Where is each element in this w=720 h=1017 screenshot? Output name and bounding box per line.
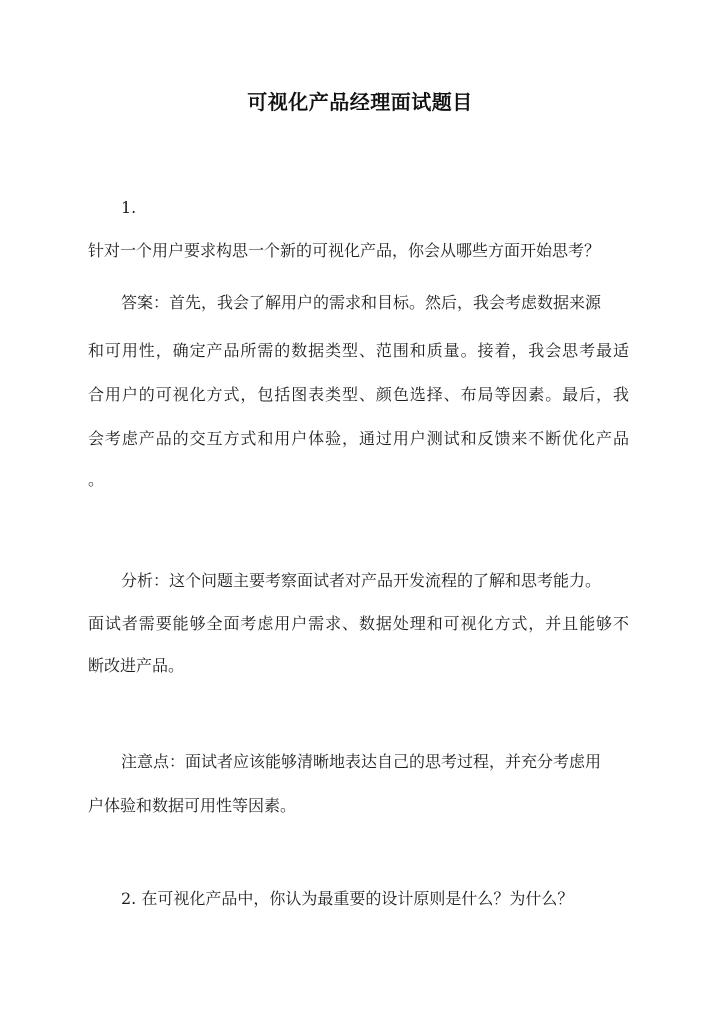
document-title: 可视化产品经理面试题目 — [247, 90, 473, 114]
answer-1-line-2: 和可用性，确定产品所需的数据类型、范围和质量。接着，我会思考最适 — [88, 341, 629, 360]
answer-1-line-3: 合用户的可视化方式，包括图表类型、颜色选择、布局等因素。最后，我 — [88, 385, 629, 404]
note-1-line-2: 户体验和数据可用性等因素。 — [88, 796, 297, 815]
question-1-number: 1. — [121, 198, 137, 217]
analysis-1-line-1: 分析：这个问题主要考察面试者对产品开发流程的了解和思考能力。 — [121, 571, 602, 590]
answer-1-line-1: 答案：首先，我会了解用户的需求和目标。然后，我会考虑数据来源 — [121, 293, 602, 312]
analysis-1-line-3: 断改进产品。 — [88, 656, 185, 675]
answer-1-line-5: 。 — [88, 470, 105, 489]
answer-1-line-4: 会考虑产品的交互方式和用户体验，通过用户测试和反馈来不断优化产品 — [88, 429, 629, 448]
question-1-text: 针对一个用户要求构思一个新的可视化产品，你会从哪些方面开始思考？ — [88, 241, 601, 260]
note-1-line-1: 注意点：面试者应该能够清晰地表达自己的思考过程，并充分考虑用 — [121, 752, 602, 771]
analysis-1-line-2: 面试者需要能够全面考虑用户需求、数据处理和可视化方式，并且能够不 — [88, 614, 629, 633]
question-2-text: 2. 在可视化产品中，你认为最重要的设计原则是什么？为什么？ — [121, 889, 574, 908]
